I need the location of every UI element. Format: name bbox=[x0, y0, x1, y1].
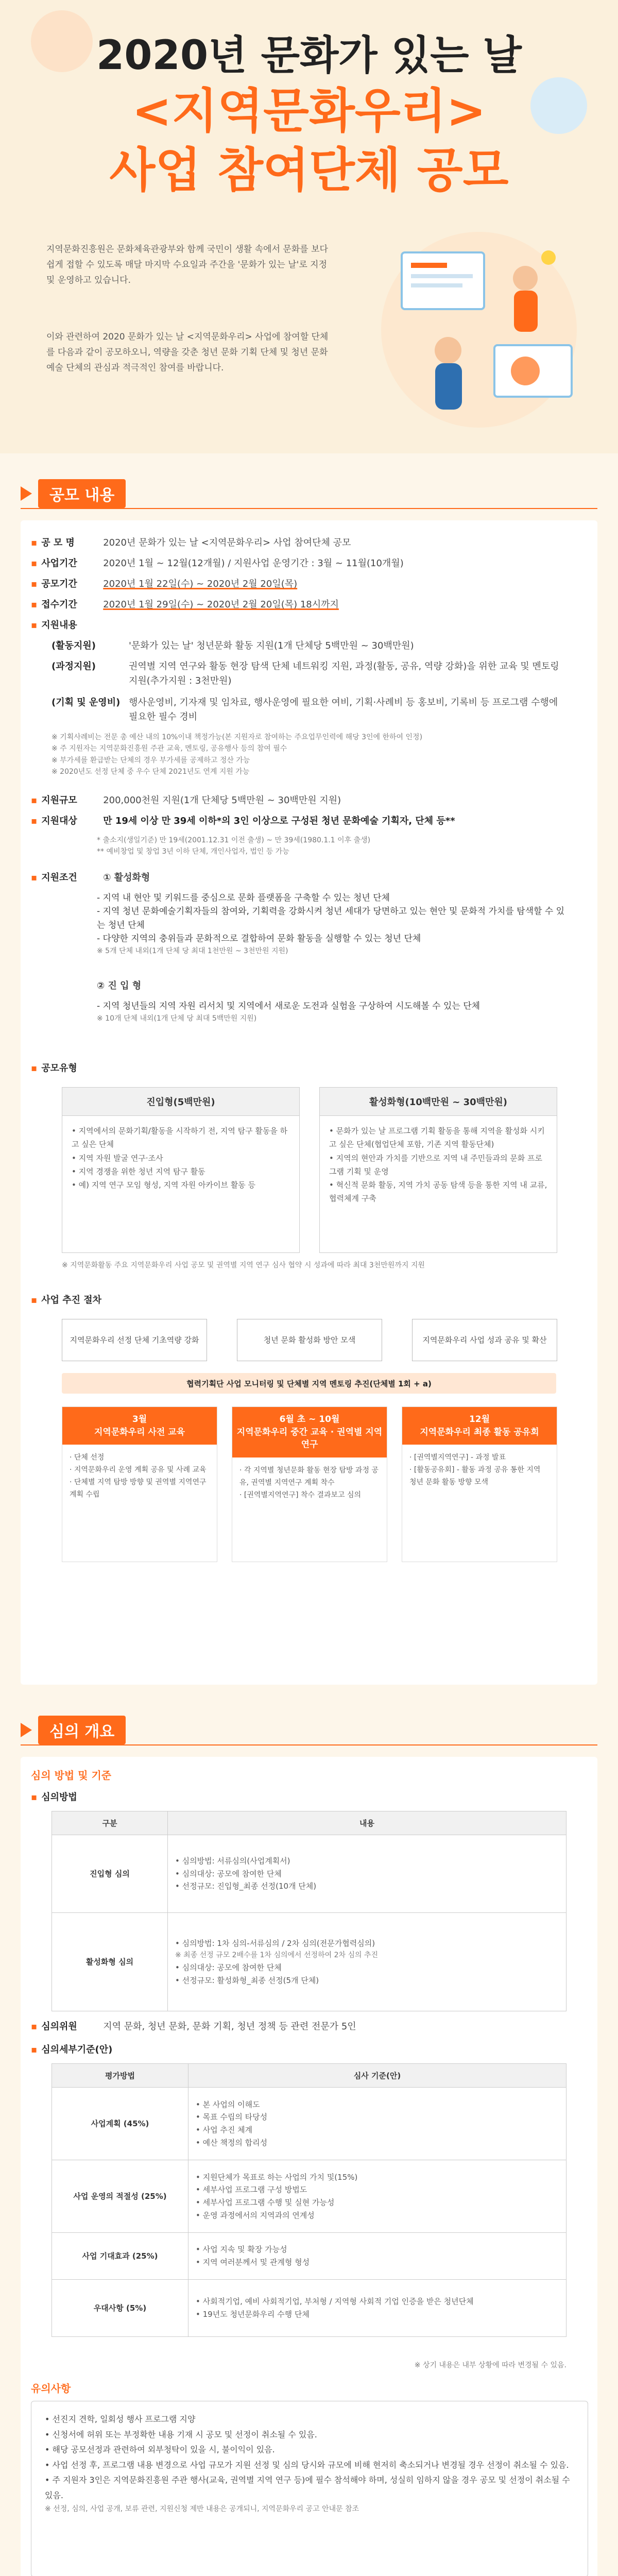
flow-stage-2 bbox=[232, 1406, 387, 1562]
hero-title bbox=[0, 31, 618, 200]
stage-body: · 각 지역별 청년문화 활동 현장 탐방 과정 공유, 권역별 지역연구 계획 착수 · [권역별지역연구] 착수 결과보고 심의 bbox=[239, 1466, 379, 1499]
condition-label: ▪ 지원조건 ① 활성화형 bbox=[31, 872, 150, 883]
hero-title-line2: <지역문화우리> bbox=[132, 83, 486, 139]
target-notes: * 출소지(생일기준) 만 19세(2001.12.31 이전 출생) ~ 만 39세(1980.1.1 이후 출생) ** 예비창업 및 창업 3년 이하 단체, 개인사업자, 법인 등 가능 bbox=[97, 836, 371, 856]
stage-month: 3월 bbox=[132, 1414, 147, 1425]
stage-head: 지역문화우리 중간 교육 · 권역별 지역 연구 bbox=[236, 1427, 383, 1450]
chevron-right-icon bbox=[21, 1723, 32, 1737]
method-label: ▪ 심의방법 bbox=[31, 1792, 77, 1803]
table-row: 사업 운영의 적절성 (25%) • 지원단체가 목표로 하는 사업의 가치 및(15%) • 세부사업 프로그램 구성 방법도 • 세부사업 프로그램 수행 및 실현 가능성 • 운영 과정에서의 지역과의 연계성 bbox=[52, 2160, 566, 2233]
hero-intro-1: 지역문화진흥원은 문화체육관광부와 함께 국민이 생활 속에서 문화를 보다 쉽게 접할 수 있도록 매달 마지막 수요일과 주간을 '문화가 있는 날'로 지정 및 운영하고 있습니다. bbox=[46, 244, 328, 285]
hero-banner bbox=[0, 0, 618, 453]
stage-head: 지역문화우리 사전 교육 bbox=[94, 1427, 185, 1437]
condition-active-list: - 지역 내 현안 및 키워드를 중심으로 문화 플랫폼을 구축할 수 있는 청년 단체 - 지역 청년 문화예술기획자들의 참여와, 기획력을 강화시켜 청년 세대가 당면하고 있는 현안 및 문화적 가치를 탐색할 수 있는 청년 단체 - 다양한 지역의 충위들과 문화적으로 결합하여 문화 활동을 실행할 수 있는 청년 단체 ※ 5개 단체 내외(1개 단체 당 최대 1천만원 ~ 3천만원 지원) bbox=[97, 893, 565, 956]
type-entry-box: 진입형(5백만원) • 지역에서의 문화기획/활동을 시작하기 전, 지역 탐구 활동을 하고 싶은 단체 • 지역 자원 발굴 연구·조사 • 지역 경쟁을 위한 청년 지역 탐구 활동 • 예) 지역 연구 모임 형성, 지역 자원 아카이브 활동 등 bbox=[62, 1087, 300, 1253]
target-row: ▪ 지원대상 만 19세 이상 만 39세 이하*의 3인 이상으로 구성된 청년 문화예술 기획자, 단체 등** bbox=[31, 816, 455, 826]
support-notes: ※ 기획사례비는 전문 총 예산 내의 10%이내 책정가능(본 지원자로 참여하는 주요업무인력에 해당 3인에 한하여 인정) ※ 주 지원자는 지역문화진흥원 주관 교육, 멘토링, 공유행사 등의 참여 필수 ※ 부가세를 환급받는 단체의 경우 부가세를 공제하고 정산 가능 ※ 2020년도 선정 단체 중 우수 단체 2021년도 연계 지원 가능 bbox=[52, 733, 423, 776]
condition-entry-title: ② 진 입 형 bbox=[97, 980, 142, 991]
table-row: 우대사항 (5%) • 사회적기업, 예비 사회적기업, 부처형 / 지역형 사회적 기업 인증을 받은 청년단체 • 19년도 청년문화우리 수행 단체 bbox=[52, 2280, 566, 2337]
info-row: ▪ 공 모 명 2020년 문화가 있는 날 <지역문화우리> 사업 참여단체 공모 bbox=[31, 537, 351, 548]
hero-title-line1: 2020년 문화가 있는 날 bbox=[96, 32, 522, 79]
flow-goal-3: 지역문화우리 사업 성과 공유 및 확산 bbox=[412, 1319, 557, 1361]
stage-month: 12월 bbox=[469, 1414, 490, 1425]
method-table: 구분 내용 진입형 심의 • 심의방법: 서류심의(사업계획서) • 심의대상: 공모에 참여한 단체 • 선정규모: 진입형_최종 선정(10개 단체) 활성화형 심의 • 심의방법: 1차 심의-서류심의 / 2차 심의(전문가협력심의) ※ 최종 선정 규모 2배수를 1차 심의에서 선정하여 2차 심의 추진 • 심의대상: 공모에 참여한 단체 • 선정규모: 활성화형_최종 선정(5개 단체) bbox=[52, 1811, 566, 2011]
people-collaborating-illustration bbox=[371, 222, 587, 438]
notice-title: 유의사항 bbox=[31, 2382, 71, 2395]
flow-goal-1: 지역문화우리 선정 단체 기초역량 강화 bbox=[62, 1319, 207, 1361]
type-label: ▪ 공모유형 bbox=[31, 1063, 77, 1074]
flow-banner: 협력기획단 사업 모니터링 및 단체별 지역 멘토링 추진(단체별 1회 + a) bbox=[62, 1373, 556, 1394]
review-subtitle: 심의 방법 및 기준 bbox=[31, 1769, 112, 1782]
chevron-right-icon bbox=[21, 486, 32, 501]
table-row: 활성화형 심의 • 심의방법: 1차 심의-서류심의 / 2차 심의(전문가협력심의) ※ 최종 선정 규모 2배수를 1차 심의에서 선정하여 2차 심의 추진 • 심의대상: 공모에 참여한 단체 • 선정규모: 활성화형_최종 선정(5개 단체) bbox=[52, 1913, 566, 2011]
type-note: ※ 지역문화활동 주요 지역문화우리 사업 공모 및 권역별 지역 연구 심사 협약 시 성과에 따라 최대 3천만원까지 지원 bbox=[62, 1261, 425, 1269]
hero-intro-2: 이와 관련하여 2020 문화가 있는 날 <지역문화우리> 사업에 참여할 단체를 다음과 같이 공모하오니, 역량을 갖춘 청년 문화 기획 단체 및 청년 문화예술 단체의 관심과 적극적인 참여를 바랍니다. bbox=[46, 332, 329, 373]
table-row: 진입형 심의 • 심의방법: 서류심의(사업계획서) • 심의대상: 공모에 참여한 단체 • 선정규모: 진입형_최종 선정(10개 단체) bbox=[52, 1835, 566, 1913]
info-row: ▪ 공모기간 2020년 1월 22일(수) ~ 2020년 2월 20일(목) bbox=[31, 579, 298, 589]
section-title: 공모 내용 bbox=[38, 479, 126, 508]
condition-entry-list: - 지역 청년들의 지역 자원 리서치 및 지역에서 새로운 도전과 실험을 구상하여 시도해볼 수 있는 단체 ※ 10개 단체 내외(1개 단체 당 최대 5백만원 지원) bbox=[97, 1001, 480, 1023]
info-row: ▪ 접수기간 2020년 1월 29일(수) ~ 2020년 2월 20일(목) 18시까지 bbox=[31, 599, 339, 610]
stage-body: · [권역별지역연구] - 과정 발표 · [활동공유회] - 활동 과정 공유 통한 지역 청년 문화 활동 방향 모색 bbox=[409, 1453, 541, 1486]
table-row: 사업계획 (45%) • 본 사업의 이해도 • 목표 수립의 타당성 • 사업 추진 체계 • 예산 책정의 합리성 bbox=[52, 2088, 566, 2160]
section-header-review bbox=[21, 1716, 126, 1744]
stage-head: 지역문화우리 최종 활동 공유회 bbox=[420, 1427, 539, 1437]
hero-title-line3: 사업 참여단체 공모 bbox=[109, 142, 509, 198]
criteria-table: 평가방법 심사 기준(안) 사업계획 (45%) • 본 사업의 이해도 • 목표 수립의 타당성 • 사업 추진 체계 • 예산 책정의 합리성 사업 운영의 적절성 (25%) • 지원단체가 목표로 하는 사업의 가치 및(15%) • 세부사업 프로그램 구성 방법도 • 세부사업 프로그램 수행 및 실현 가능성 • 운영 과정에서의 지역과의 연계성 사업 기대효과 (25%) • 사업 지속 및 확장 가능성 • 지역 여러분께서 및 관계형 형성 우대사항 (5%) • 사회적기업, 예비 사회적기업, 부처형 / 지역형 사회적 기업 인증을 받은 청년단체 • 19년도 청년문화우리 수행 단체 bbox=[52, 2063, 566, 2337]
flow-goal-2: 청년 문화 활성화 방안 모색 bbox=[237, 1319, 382, 1361]
section-header-recruitment bbox=[21, 479, 126, 508]
support-item: (기획 및 운영비) 행사운영비, 기자재 및 임차료, 행사운영에 필요한 여비, 기획·사례비 등 홍보비, 기록비 등 프로그램 수행에 필요한 필수 경비 bbox=[52, 697, 558, 722]
flow-stage-1 bbox=[62, 1406, 217, 1562]
support-item: (활동지원) '문화가 있는 날' 청년문화 활동 지원(1개 단체당 5백만원 ~ 30백만원) bbox=[52, 640, 414, 651]
table-row: 사업 기대효과 (25%) • 사업 지속 및 확장 가능성 • 지역 여러분께서 및 관계형 형성 bbox=[52, 2233, 566, 2280]
info-row: ▪ 사업기간 2020년 1월 ~ 12월(12개월) / 지원사업 운영기간 : 3월 ~ 11월(10개월) bbox=[31, 558, 404, 569]
flow-stage-3 bbox=[402, 1406, 557, 1562]
stage-body: · 단체 선정 · 지역문화우리 운영 계획 공유 및 사례 교육 · 단체별 지역 탐방 방향 및 권역별 지역연구 계획 수립 bbox=[70, 1453, 207, 1499]
criteria-note: ※ 상기 내용은 내부 상황에 따라 변경될 수 있음. bbox=[414, 2361, 566, 2369]
section-title: 심의 개요 bbox=[38, 1716, 126, 1744]
stage-month: 6월 초 ~ 10월 bbox=[279, 1414, 340, 1425]
support-label: ▪ 지원내용 bbox=[31, 620, 77, 631]
committee-row: ▪ 심의위원 지역 문화, 청년 문화, 문화 기획, 청년 정책 등 관련 전문가 5인 bbox=[31, 2021, 356, 2032]
criteria-label: ▪ 심의세부기준(안) bbox=[31, 2044, 113, 2055]
type-active-box: 활성화형(10백만원 ~ 30백만원) • 문화가 있는 날 프로그램 기획 활동을 통해 지역을 활성화 시키고 싶은 단체(협업단체 포함, 기존 지역 활동단체) • 지역의 현안과 가치를 기반으로 지역 내 주민들과의 문화 프로그램 기획 및 운영 • 혁신적 문화 활동, 지역 가치 공동 탐색 등을 통한 지역 내 교류, 협력체계 구축 bbox=[319, 1087, 557, 1253]
support-item: (과정지원) 권역별 지역 연구와 활동 현장 탐색 단체 네트워킹 지원, 과정(활동, 공유, 역량 강화)을 위한 교육 및 멘토링 지원(추가지원 : 3천만원) bbox=[52, 661, 559, 686]
flow-label: ▪ 사업 추진 절차 bbox=[31, 1295, 102, 1306]
scale-row: ▪ 지원규모 200,000천원 지원(1개 단체당 5백만원 ~ 30백만원 지원) bbox=[31, 795, 341, 806]
notice-box: • 선진지 견학, 일회성 행사 프로그램 지양 • 신청서에 허위 또는 부정확한 내용 기재 시 공모 및 선정이 취소될 수 있음. • 해당 공모선정과 관련하여 외부청탁이 있을 시, 불이익이 있음. • 사업 선정 후, 프로그램 내용 변경으로 사업 규모가 지원 선정 및 심의 당시와 규모에 비해 현저히 축소되거나 변경될 경우 선정이 취소될 수 있음. • 주 지원자 3인은 지역문화진흥원 주관 행사(교육, 권역별 지역 연구 등)에 필수 참석해야 하며, 성실히 임하지 않을 경우 공모 및 선정이 취소될 수 있음. ※ 선정, 심의, 사업 공개, 보류 관련, 지원신청 제반 내용은 공개되니, 지역문화우리 공고 안내문 참조 bbox=[31, 2401, 588, 2576]
